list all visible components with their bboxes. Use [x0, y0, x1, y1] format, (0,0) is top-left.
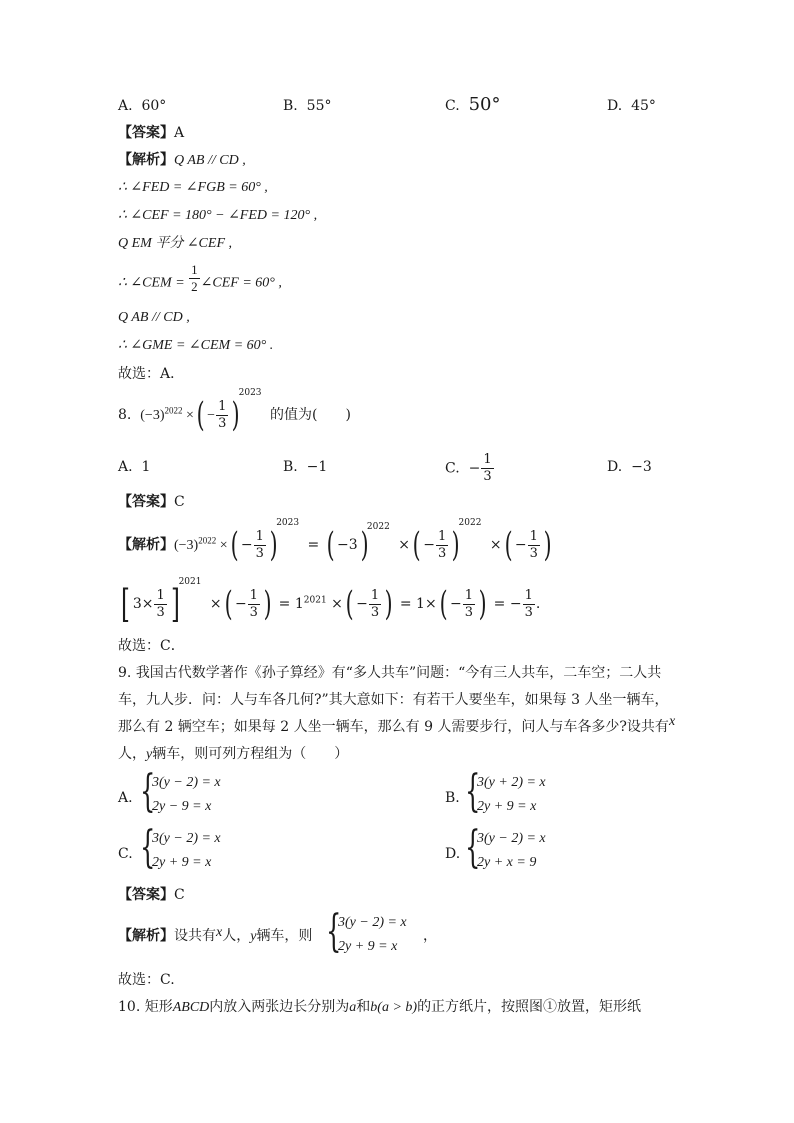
- q8-answer: 【答案】C: [118, 494, 185, 510]
- q8-analysis-line-2: [ 3× $\frac{1}{3}$ ]$^{2021}$ ×( − $\frac{1}{3}$ ) = $1^{2021}$ ×( − $\frac{1}{3}$ ) = 1×( − $\frac{1}{3}$ ) = − $\frac{1}{3}$ .: [120, 577, 541, 626]
- q7-analysis-step-5: ∴ ∠CEM = $\frac{1}{2}$ ∠CEF = 60° ,: [118, 262, 282, 294]
- q8-option-c: C. − $\frac{1}{3}$: [445, 452, 492, 484]
- q9-analysis: 【解析】设共有x人，y辆车，则 { 3(y − 2) = x 2y + 9 = x ，: [118, 906, 437, 957]
- q9-option-a: A. { 3(y − 2) = x 2y − 9 = x: [118, 766, 221, 817]
- q9-stem-line-3: 那么有 2 辆空车；如果每 2 人坐一辆车，那么有 9 人需要步行，问人与车各多少?设共有x: [118, 714, 676, 735]
- q9-option-b: B. { 3(y + 2) = x 2y + 9 = x: [445, 766, 546, 817]
- q7-conclusion: 故选：A．: [118, 366, 185, 382]
- q9-option-d: D. { 3(y − 2) = x 2y + x = 9: [445, 822, 546, 873]
- q9-stem-line-4: 人，y辆车，则可列方程组为（ ）: [118, 746, 349, 762]
- q9-answer: 【答案】C: [118, 887, 185, 903]
- q7-analysis-step-1: 【解析】Q AB // CD ,: [118, 152, 246, 168]
- q7-answer: 【答案】A: [118, 125, 185, 141]
- q9-stem-line-2: 车，九人步．问：人与车各几何?”其大意如下：有若干人要坐车，如果每 3 人坐一辆车，: [118, 692, 669, 708]
- q7-analysis-step-3: ∴ ∠CEF = 180° − ∠FED = 120° ,: [118, 208, 318, 223]
- q8-conclusion: 故选：C．: [118, 638, 185, 654]
- q7-analysis-step-2: ∴ ∠FED = ∠FGB = 60° ,: [118, 180, 268, 195]
- q7-option-d: D. 45°: [607, 98, 656, 114]
- q8-option-a: A. 1: [118, 459, 151, 475]
- q9-conclusion: 故选：C.: [118, 972, 175, 988]
- q9-stem-line-1: 9. 我国古代数学著作《孙子算经》有“多人共车”问题：“今有三人共车，二车空；二人共: [118, 665, 662, 681]
- q7-option-b: B. 55°: [283, 98, 332, 114]
- q8-option-b: B. −1: [283, 459, 328, 475]
- q7-option-c: C. 50°: [445, 94, 501, 115]
- q7-analysis-step-6: Q AB // CD ,: [118, 310, 190, 325]
- q8-analysis-line-1: 【解析】$(-3)^{2022}$ ×( − $\frac{1}{3}$ )$^{2023}$ = ( −3)$^{2022}$ ×( − $\frac{1}{3}$ )$^{2022}$ ×( − $\frac{1}{3}$ ): [118, 518, 552, 565]
- q7-analysis-step-7: ∴ ∠GME = ∠CEM = 60° .: [118, 338, 274, 353]
- q10-stem: 10. 矩形ABCD内放入两张边长分别为a和b(a > b)的正方纸片，按照图①放置，矩形纸: [118, 999, 642, 1015]
- q8-stem: 8. $(-3)^{2022}$ ×( − $\frac{1}{3}$ )$^{2023}$ 的值为( ): [118, 388, 351, 435]
- q9-option-c: C. { 3(y − 2) = x 2y + 9 = x: [118, 822, 221, 873]
- q7-option-a: A. 60°: [118, 98, 167, 114]
- q8-option-d: D. −3: [607, 459, 652, 475]
- q7-analysis-step-4: Q EM 平分 ∠CEF ,: [118, 236, 232, 251]
